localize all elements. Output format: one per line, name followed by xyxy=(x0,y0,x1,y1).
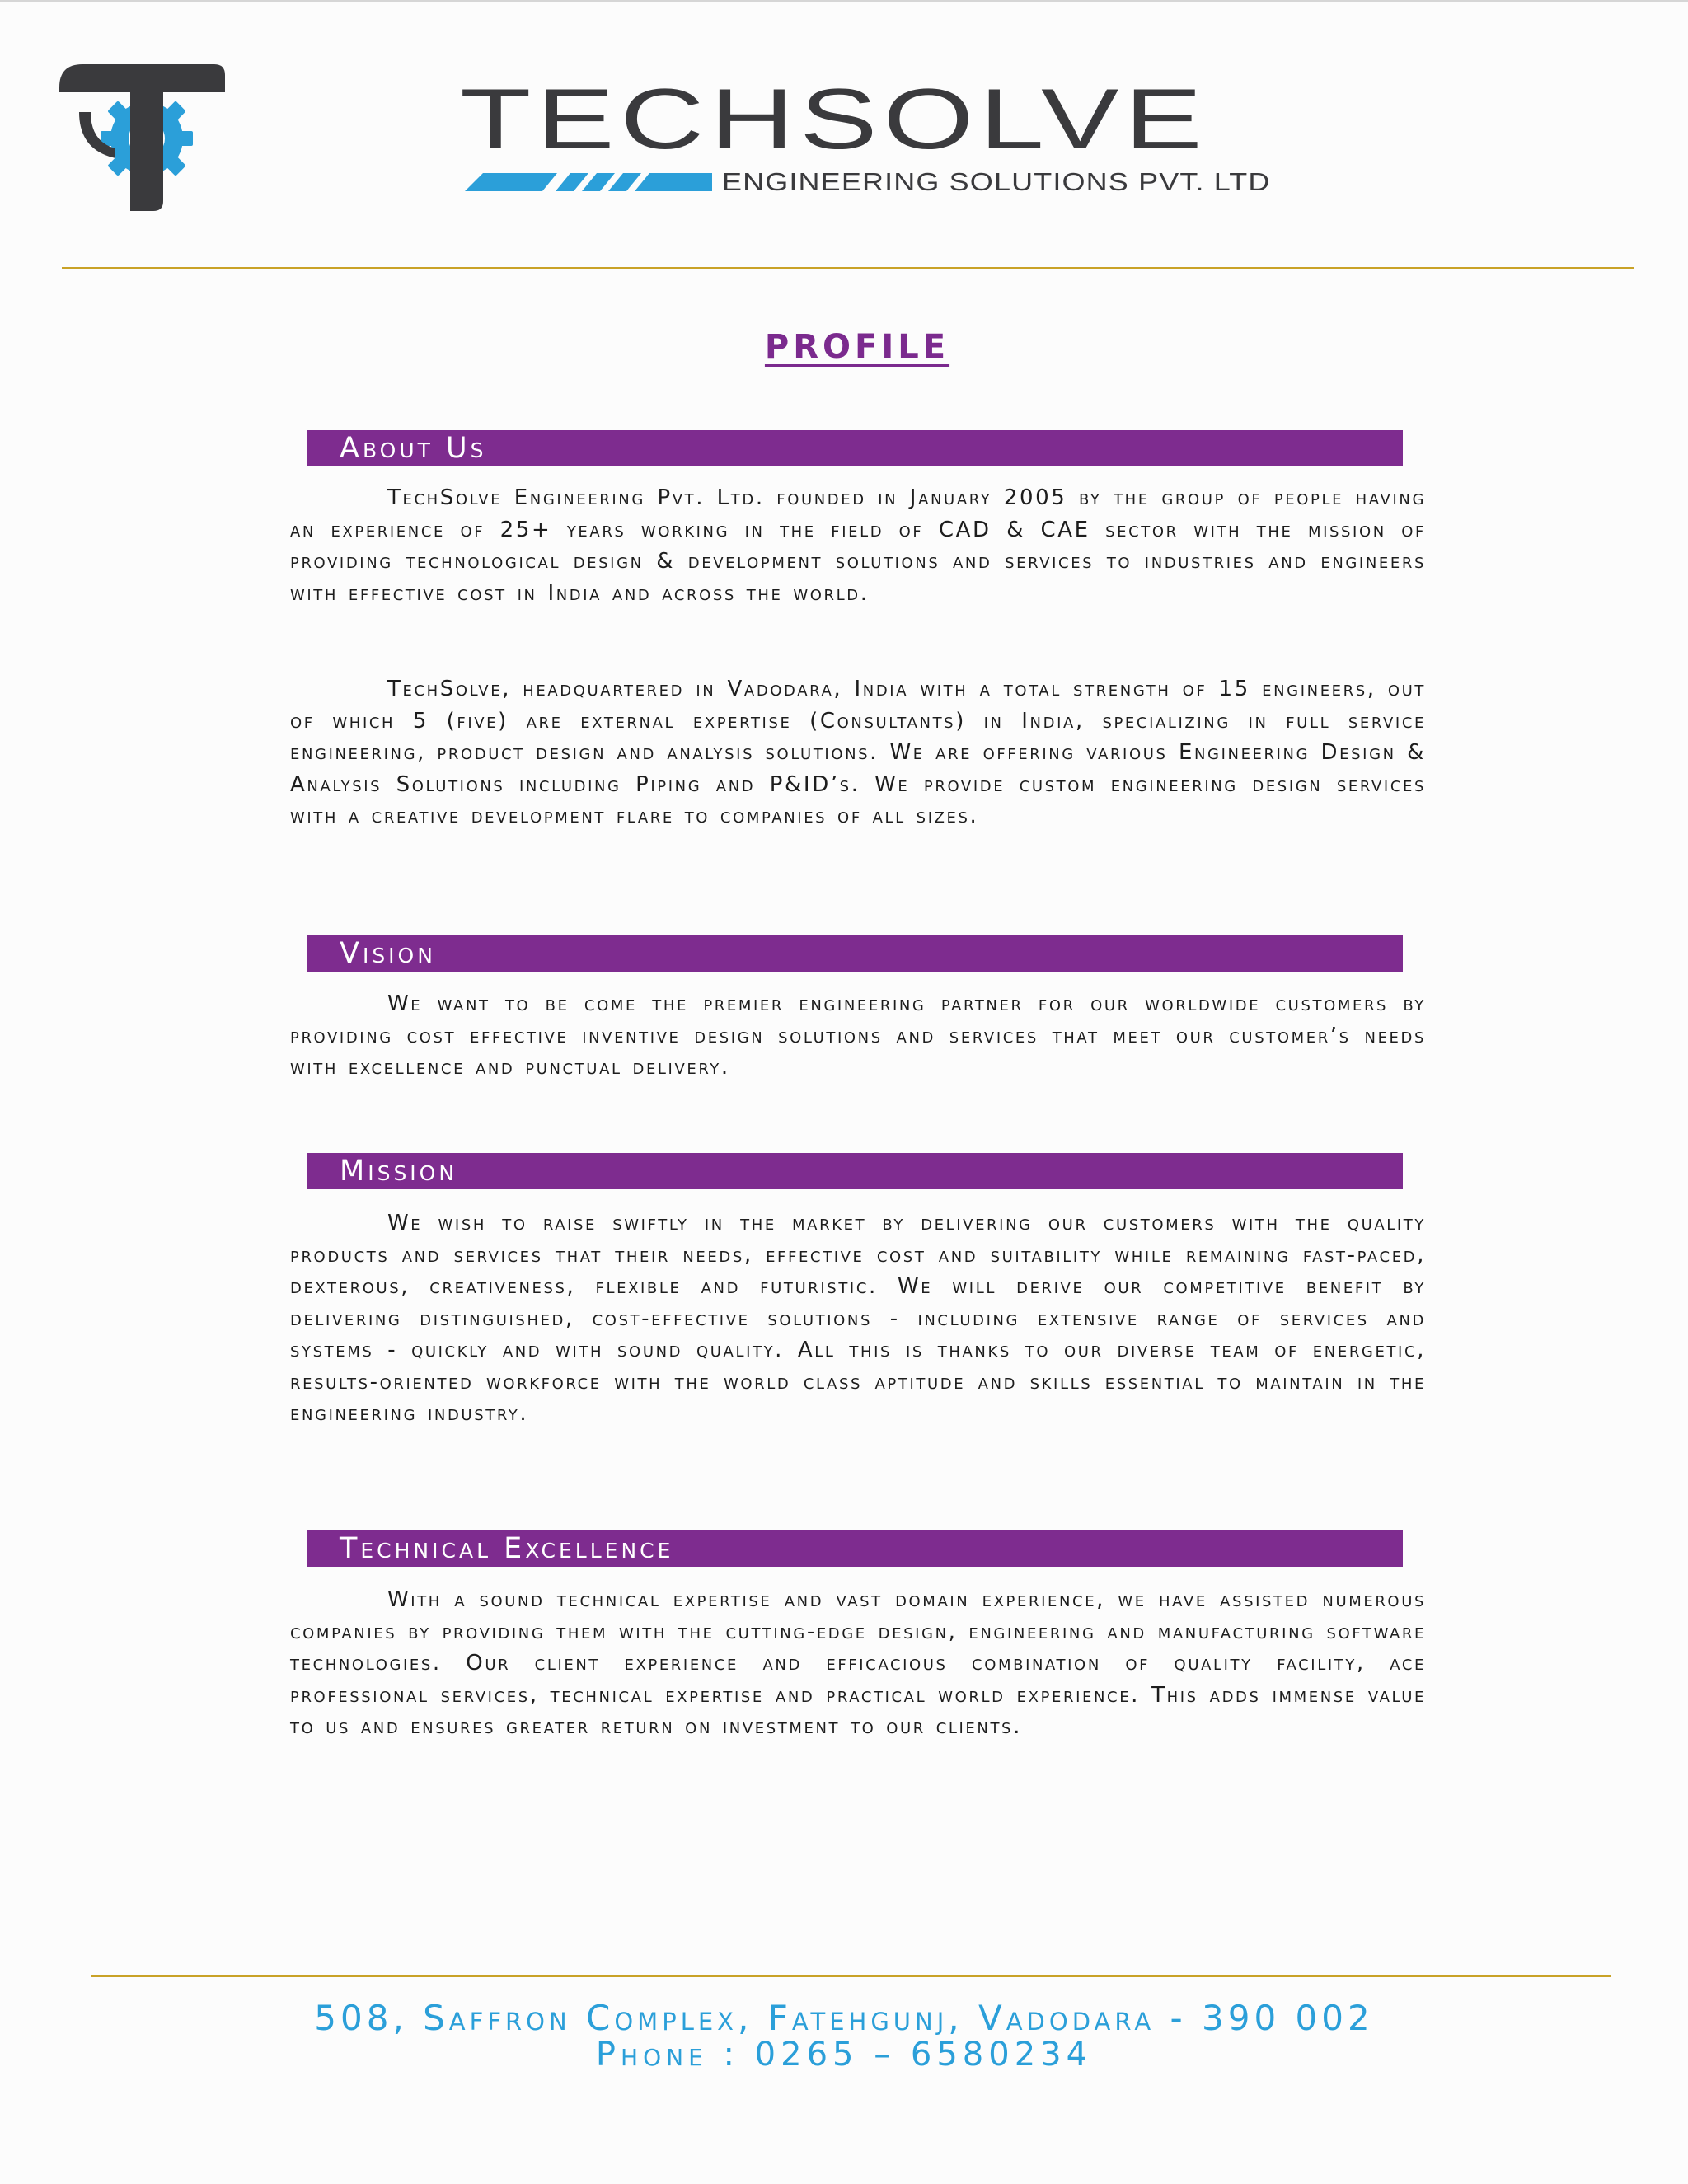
technical-excellence-paragraph: With a sound technical expertise and vast domain experience, we have assisted numerous companies by providing them with the cutting-edge design, engineering and manufacturing software technologies. Our client experience and efficacious combination of quality facility, ace professional services, technical expertise and practical world experience. This adds immense value to us and ensures greater return on investment to our clients. xyxy=(290,1587,1426,1739)
company-name: TECHSOLVE xyxy=(460,72,1208,167)
company-subtitle: ENGINEERING SOLUTIONS PVT. LTD xyxy=(722,167,1271,196)
vision-paragraph: We want to be come the premier engineering partner for our worldwide customers by providing cost effective inventive design solutions and services that meet our customer’s needs with excellence and punctual delivery. xyxy=(290,991,1426,1080)
footer-address: 508, Saffron Complex, Fatehgunj, Vadodara - 390 002 xyxy=(314,1998,1374,2038)
about-us-paragraph-1: TechSolve Engineering Pvt. Ltd. founded in January 2005 by the group of people having an experience of 25+ years working in the field of CAD & CAE sector with the mission of providing technological design & development solutions and services to industries and engineers with effective cost in India and across the world. xyxy=(290,485,1426,606)
header-divider xyxy=(62,267,1634,269)
section-heading-technical-excellence: Technical Excellence xyxy=(307,1530,1403,1567)
section-heading-vision: Vision xyxy=(307,935,1403,972)
brand-lockup xyxy=(460,74,1269,206)
about-us-paragraph-2: TechSolve, headquartered in Vadodara, India with a total strength of 15 engineers, out of which 5 (five) are external expertise (Consultants) in India, specializing in full service engineering, product design and analysis solutions. We are offering various Engineering Design & Analysis Solutions including Piping and P&ID’s. We provide custom engineering design services with a creative development flare to companies of all sizes. xyxy=(290,677,1426,828)
footer-divider xyxy=(91,1975,1611,1977)
section-heading-about-us: About Us xyxy=(307,430,1403,466)
mission-paragraph: We wish to raise swiftly in the market by delivering our customers with the quality products and services that their needs, effective cost and suitability while remaining fast-paced, dexterous, creativeness, flexible and futuristic. We will derive our competitive benefit by delivering distinguished, cost-effective solutions - including extensive range of services and systems - quickly and with sound quality. All this is thanks to our diverse team of energetic, results-oriented workforce with the world class aptitude and skills essential to maintain in the engineering industry. xyxy=(290,1211,1426,1426)
techsolve-logo-icon xyxy=(58,63,227,215)
page-title: PROFILE xyxy=(764,328,950,366)
section-heading-mission: Mission xyxy=(307,1153,1403,1189)
brand-stripes-icon xyxy=(465,173,712,191)
footer-phone: Phone : 0265 – 6580234 xyxy=(595,2036,1093,2074)
top-border xyxy=(0,0,1688,2)
